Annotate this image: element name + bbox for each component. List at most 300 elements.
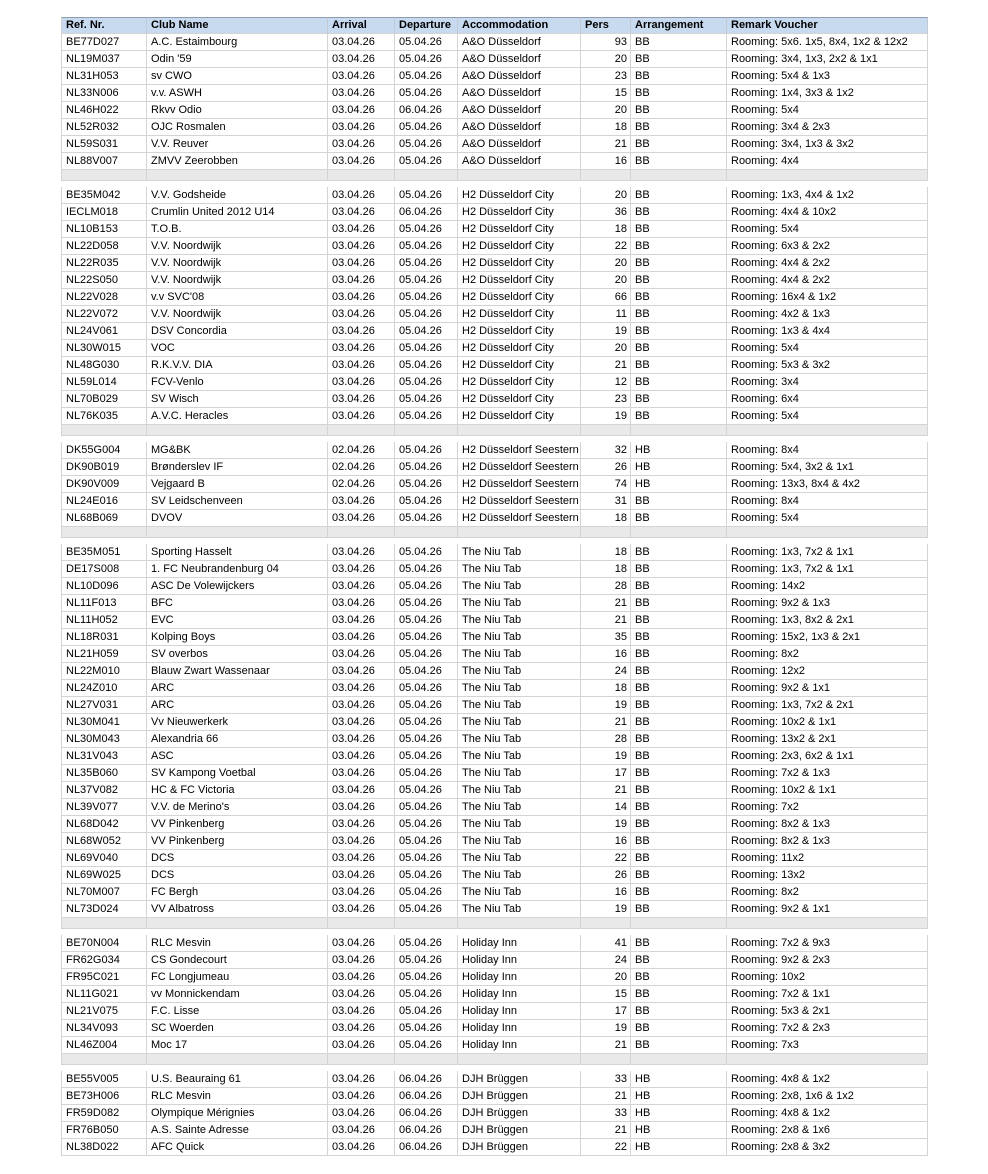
cell-arrangement: BB [631, 1003, 727, 1020]
cell-arrival: 03.04.26 [328, 1105, 395, 1122]
cell-arrival: 03.04.26 [328, 1088, 395, 1105]
cell-ref: NL68B069 [61, 510, 147, 527]
cell-accommodation: The Niu Tab [458, 884, 581, 901]
cell-departure: 05.04.26 [395, 646, 458, 663]
group-spacer-row [61, 425, 928, 436]
spacer-cell [147, 918, 328, 929]
cell-accommodation: The Niu Tab [458, 612, 581, 629]
table-row [61, 816, 928, 833]
cell-pers: 24 [581, 952, 631, 969]
cell-accommodation: Holiday Inn [458, 935, 581, 952]
cell-remark: Rooming: 2x8 & 3x2 [727, 1139, 928, 1156]
cell-departure: 06.04.26 [395, 1071, 458, 1088]
cell-accommodation: H2 Düsseldorf City [458, 306, 581, 323]
cell-arrival: 03.04.26 [328, 697, 395, 714]
cell-club: HC & FC Victoria [147, 782, 328, 799]
cell-remark: Rooming: 8x2 [727, 646, 928, 663]
cell-arrangement: BB [631, 323, 727, 340]
cell-arrival: 03.04.26 [328, 544, 395, 561]
cell-arrangement: BB [631, 850, 727, 867]
cell-accommodation: Holiday Inn [458, 1003, 581, 1020]
cell-arrangement: BB [631, 867, 727, 884]
cell-remark: Rooming: 2x8 & 1x6 [727, 1122, 928, 1139]
cell-departure: 05.04.26 [395, 901, 458, 918]
cell-arrival: 03.04.26 [328, 969, 395, 986]
table-row [61, 714, 928, 731]
cell-pers: 20 [581, 340, 631, 357]
cell-club: RLC Mesvin [147, 935, 328, 952]
cell-club: CS Gondecourt [147, 952, 328, 969]
cell-departure: 06.04.26 [395, 1088, 458, 1105]
cell-ref: DK55G004 [61, 442, 147, 459]
cell-arrangement: BB [631, 799, 727, 816]
cell-ref: NL22S050 [61, 272, 147, 289]
cell-club: EVC [147, 612, 328, 629]
cell-departure: 05.04.26 [395, 153, 458, 170]
cell-ref: FR59D082 [61, 1105, 147, 1122]
cell-ref: NL30M041 [61, 714, 147, 731]
cell-arrangement: HB [631, 1122, 727, 1139]
cell-ref: NL33N006 [61, 85, 147, 102]
table-row [61, 289, 928, 306]
table-row [61, 765, 928, 782]
cell-remark: Rooming: 5x4 [727, 102, 928, 119]
cell-ref: NL21H059 [61, 646, 147, 663]
table-row [61, 952, 928, 969]
table-row [61, 153, 928, 170]
spacer-cell [395, 918, 458, 929]
cell-ref: NL88V007 [61, 153, 147, 170]
cell-pers: 19 [581, 748, 631, 765]
cell-accommodation: The Niu Tab [458, 663, 581, 680]
table-row [61, 935, 928, 952]
cell-arrival: 03.04.26 [328, 714, 395, 731]
cell-ref: NL11H052 [61, 612, 147, 629]
cell-arrival: 02.04.26 [328, 442, 395, 459]
cell-arrival: 03.04.26 [328, 850, 395, 867]
cell-departure: 06.04.26 [395, 102, 458, 119]
cell-pers: 22 [581, 1139, 631, 1156]
spacer-cell [458, 527, 581, 538]
cell-club: Kolping Boys [147, 629, 328, 646]
cell-accommodation: H2 Düsseldorf City [458, 255, 581, 272]
cell-arrangement: BB [631, 289, 727, 306]
cell-pers: 15 [581, 986, 631, 1003]
table-row [61, 578, 928, 595]
cell-departure: 05.04.26 [395, 459, 458, 476]
cell-club: DCS [147, 867, 328, 884]
cell-ref: NL24E016 [61, 493, 147, 510]
cell-remark: Rooming: 12x2 [727, 663, 928, 680]
cell-club: VV Albatross [147, 901, 328, 918]
cell-club: VV Pinkenberg [147, 816, 328, 833]
cell-departure: 05.04.26 [395, 612, 458, 629]
cell-accommodation: H2 Düsseldorf City [458, 391, 581, 408]
cell-arrangement: BB [631, 374, 727, 391]
cell-departure: 05.04.26 [395, 578, 458, 595]
cell-club: BFC [147, 595, 328, 612]
table-row [61, 901, 928, 918]
cell-ref: BE77D027 [61, 34, 147, 51]
cell-accommodation: H2 Düsseldorf City [458, 340, 581, 357]
cell-departure: 05.04.26 [395, 323, 458, 340]
cell-club: A.S. Sainte Adresse [147, 1122, 328, 1139]
cell-arrangement: BB [631, 34, 727, 51]
spacer-cell [61, 918, 147, 929]
cell-remark: Rooming: 1x3, 7x2 & 1x1 [727, 544, 928, 561]
cell-arrangement: BB [631, 629, 727, 646]
cell-accommodation: A&O Düsseldorf [458, 68, 581, 85]
cell-accommodation: The Niu Tab [458, 748, 581, 765]
cell-remark: Rooming: 5x4 [727, 340, 928, 357]
cell-arrangement: BB [631, 136, 727, 153]
table-row [61, 340, 928, 357]
table-row [61, 51, 928, 68]
cell-ref: NL35B060 [61, 765, 147, 782]
cell-ref: DK90B019 [61, 459, 147, 476]
cell-accommodation: Holiday Inn [458, 986, 581, 1003]
cell-pers: 93 [581, 34, 631, 51]
table-row [61, 731, 928, 748]
table-row [61, 595, 928, 612]
cell-ref: BE35M051 [61, 544, 147, 561]
cell-club: SV Kampong Voetbal [147, 765, 328, 782]
cell-departure: 05.04.26 [395, 255, 458, 272]
cell-accommodation: A&O Düsseldorf [458, 85, 581, 102]
cell-arrival: 03.04.26 [328, 374, 395, 391]
cell-remark: Rooming: 5x3 & 2x1 [727, 1003, 928, 1020]
cell-club: Vv Nieuwerkerk [147, 714, 328, 731]
spacer-cell [147, 170, 328, 181]
cell-departure: 05.04.26 [395, 544, 458, 561]
cell-ref: BE73H006 [61, 1088, 147, 1105]
cell-remark: Rooming: 3x4, 1x3 & 3x2 [727, 136, 928, 153]
cell-pers: 18 [581, 221, 631, 238]
cell-remark: Rooming: 14x2 [727, 578, 928, 595]
spacer-cell [581, 527, 631, 538]
cell-accommodation: Holiday Inn [458, 1037, 581, 1054]
cell-ref: NL34V093 [61, 1020, 147, 1037]
cell-accommodation: A&O Düsseldorf [458, 102, 581, 119]
cell-accommodation: The Niu Tab [458, 867, 581, 884]
cell-accommodation: H2 Düsseldorf City [458, 221, 581, 238]
cell-accommodation: H2 Düsseldorf Seestern [458, 510, 581, 527]
cell-pers: 17 [581, 1003, 631, 1020]
cell-club: DSV Concordia [147, 323, 328, 340]
cell-ref: NL30W015 [61, 340, 147, 357]
cell-accommodation: The Niu Tab [458, 561, 581, 578]
cell-accommodation: H2 Düsseldorf City [458, 204, 581, 221]
cell-arrival: 03.04.26 [328, 289, 395, 306]
cell-arrangement: BB [631, 935, 727, 952]
cell-departure: 05.04.26 [395, 442, 458, 459]
cell-remark: Rooming: 9x2 & 2x3 [727, 952, 928, 969]
column-header-ref-nr: Ref. Nr. [61, 17, 147, 34]
cell-accommodation: The Niu Tab [458, 714, 581, 731]
cell-club: V.V. Noordwijk [147, 306, 328, 323]
spacer-cell [727, 425, 928, 436]
table-row [61, 357, 928, 374]
cell-departure: 05.04.26 [395, 561, 458, 578]
cell-ref: NL27V031 [61, 697, 147, 714]
cell-ref: NL69W025 [61, 867, 147, 884]
cell-arrival: 03.04.26 [328, 340, 395, 357]
cell-departure: 05.04.26 [395, 68, 458, 85]
cell-arrival: 03.04.26 [328, 85, 395, 102]
cell-departure: 05.04.26 [395, 833, 458, 850]
cell-club: Olympique Mérignies [147, 1105, 328, 1122]
cell-accommodation: A&O Düsseldorf [458, 34, 581, 51]
table-row [61, 204, 928, 221]
table-row [61, 612, 928, 629]
cell-remark: Rooming: 13x2 [727, 867, 928, 884]
cell-pers: 18 [581, 544, 631, 561]
cell-arrival: 03.04.26 [328, 867, 395, 884]
table-row [61, 782, 928, 799]
cell-arrival: 03.04.26 [328, 595, 395, 612]
cell-remark: Rooming: 1x3, 4x4 & 1x2 [727, 187, 928, 204]
cell-arrangement: BB [631, 357, 727, 374]
cell-ref: NL22V028 [61, 289, 147, 306]
cell-club: FC Longjumeau [147, 969, 328, 986]
cell-departure: 05.04.26 [395, 782, 458, 799]
cell-remark: Rooming: 4x4 & 10x2 [727, 204, 928, 221]
cell-club: DVOV [147, 510, 328, 527]
cell-departure: 05.04.26 [395, 340, 458, 357]
cell-pers: 33 [581, 1071, 631, 1088]
spacer-cell [61, 527, 147, 538]
cell-pers: 31 [581, 493, 631, 510]
cell-remark: Rooming: 8x4 [727, 442, 928, 459]
cell-club: ARC [147, 697, 328, 714]
cell-remark: Rooming: 15x2, 1x3 & 2x1 [727, 629, 928, 646]
table-row [61, 221, 928, 238]
cell-arrangement: BB [631, 204, 727, 221]
cell-ref: IECLM018 [61, 204, 147, 221]
cell-arrangement: BB [631, 595, 727, 612]
spacer-cell [727, 1054, 928, 1065]
cell-remark: Rooming: 2x3, 6x2 & 1x1 [727, 748, 928, 765]
cell-arrangement: BB [631, 272, 727, 289]
cell-ref: NL22M010 [61, 663, 147, 680]
cell-remark: Rooming: 13x3, 8x4 & 4x2 [727, 476, 928, 493]
spacer-cell [328, 527, 395, 538]
column-header-accommodation: Accommodation [458, 17, 581, 34]
cell-club: Brønderslev IF [147, 459, 328, 476]
spacer-cell [328, 1054, 395, 1065]
cell-arrangement: BB [631, 221, 727, 238]
cell-departure: 05.04.26 [395, 731, 458, 748]
cell-accommodation: H2 Düsseldorf Seestern [458, 493, 581, 510]
cell-remark: Rooming: 4x8 & 1x2 [727, 1071, 928, 1088]
cell-pers: 18 [581, 680, 631, 697]
cell-arrival: 03.04.26 [328, 391, 395, 408]
cell-departure: 05.04.26 [395, 867, 458, 884]
cell-pers: 28 [581, 578, 631, 595]
spacer-cell [631, 918, 727, 929]
cell-accommodation: H2 Düsseldorf City [458, 374, 581, 391]
cell-arrival: 03.04.26 [328, 1020, 395, 1037]
spacer-cell [61, 425, 147, 436]
table-row [61, 136, 928, 153]
cell-accommodation: A&O Düsseldorf [458, 119, 581, 136]
cell-arrival: 03.04.26 [328, 153, 395, 170]
cell-arrangement: HB [631, 1105, 727, 1122]
cell-arrangement: BB [631, 85, 727, 102]
table-body [61, 34, 928, 1156]
table-row [61, 646, 928, 663]
cell-departure: 05.04.26 [395, 952, 458, 969]
cell-arrival: 03.04.26 [328, 646, 395, 663]
table-row [61, 1105, 928, 1122]
table-row [61, 680, 928, 697]
table-row [61, 85, 928, 102]
cell-ref: BE35M042 [61, 187, 147, 204]
cell-arrangement: BB [631, 51, 727, 68]
table-row [61, 986, 928, 1003]
cell-accommodation: H2 Düsseldorf City [458, 357, 581, 374]
spacer-cell [395, 170, 458, 181]
cell-departure: 05.04.26 [395, 1020, 458, 1037]
cell-pers: 24 [581, 663, 631, 680]
cell-remark: Rooming: 5x4 [727, 408, 928, 425]
cell-departure: 05.04.26 [395, 765, 458, 782]
cell-pers: 19 [581, 901, 631, 918]
cell-arrival: 03.04.26 [328, 187, 395, 204]
cell-pers: 21 [581, 136, 631, 153]
group-spacer-row [61, 918, 928, 929]
cell-arrival: 03.04.26 [328, 306, 395, 323]
table-row [61, 1122, 928, 1139]
cell-remark: Rooming: 7x2 & 2x3 [727, 1020, 928, 1037]
cell-accommodation: The Niu Tab [458, 901, 581, 918]
cell-pers: 35 [581, 629, 631, 646]
cell-club: sv CWO [147, 68, 328, 85]
cell-ref: DE17S008 [61, 561, 147, 578]
cell-pers: 21 [581, 1037, 631, 1054]
cell-arrival: 03.04.26 [328, 1003, 395, 1020]
table-row [61, 187, 928, 204]
spacer-cell [328, 918, 395, 929]
cell-accommodation: H2 Düsseldorf City [458, 408, 581, 425]
table-row [61, 867, 928, 884]
group-spacer-row [61, 170, 928, 181]
group-spacer-row [61, 527, 928, 538]
cell-pers: 21 [581, 595, 631, 612]
cell-remark: Rooming: 4x4 [727, 153, 928, 170]
cell-club: ZMVV Zeerobben [147, 153, 328, 170]
cell-arrangement: BB [631, 663, 727, 680]
table-row [61, 1088, 928, 1105]
cell-arrangement: BB [631, 697, 727, 714]
spacer-cell [395, 527, 458, 538]
cell-accommodation: Holiday Inn [458, 1020, 581, 1037]
cell-arrangement: BB [631, 612, 727, 629]
cell-arrangement: BB [631, 119, 727, 136]
table-header-row [61, 17, 928, 34]
cell-club: SV overbos [147, 646, 328, 663]
cell-club: OJC Rosmalen [147, 119, 328, 136]
cell-pers: 66 [581, 289, 631, 306]
cell-arrangement: BB [631, 153, 727, 170]
table-row [61, 1020, 928, 1037]
cell-pers: 21 [581, 1122, 631, 1139]
table-row [61, 1003, 928, 1020]
cell-arrival: 03.04.26 [328, 782, 395, 799]
cell-ref: NL73D024 [61, 901, 147, 918]
cell-remark: Rooming: 13x2 & 2x1 [727, 731, 928, 748]
cell-pers: 21 [581, 714, 631, 731]
cell-pers: 20 [581, 272, 631, 289]
table-row [61, 748, 928, 765]
cell-arrival: 03.04.26 [328, 238, 395, 255]
cell-arrangement: BB [631, 493, 727, 510]
cell-pers: 26 [581, 459, 631, 476]
cell-arrangement: BB [631, 544, 727, 561]
cell-club: A.V.C. Heracles [147, 408, 328, 425]
cell-arrangement: BB [631, 255, 727, 272]
table-row [61, 442, 928, 459]
cell-pers: 19 [581, 323, 631, 340]
spacer-cell [631, 170, 727, 181]
cell-arrival: 03.04.26 [328, 272, 395, 289]
cell-departure: 06.04.26 [395, 1122, 458, 1139]
cell-arrival: 02.04.26 [328, 459, 395, 476]
cell-pers: 21 [581, 357, 631, 374]
cell-arrangement: BB [631, 714, 727, 731]
spacer-cell [727, 170, 928, 181]
cell-pers: 36 [581, 204, 631, 221]
spacer-cell [395, 425, 458, 436]
cell-pers: 19 [581, 408, 631, 425]
cell-departure: 06.04.26 [395, 204, 458, 221]
cell-pers: 22 [581, 238, 631, 255]
cell-pers: 18 [581, 510, 631, 527]
cell-remark: Rooming: 10x2 [727, 969, 928, 986]
cell-remark: Rooming: 1x3, 8x2 & 2x1 [727, 612, 928, 629]
cell-pers: 16 [581, 833, 631, 850]
cell-pers: 19 [581, 697, 631, 714]
cell-pers: 16 [581, 646, 631, 663]
cell-ref: NL59S031 [61, 136, 147, 153]
cell-ref: NL70B029 [61, 391, 147, 408]
table-row [61, 969, 928, 986]
cell-pers: 32 [581, 442, 631, 459]
cell-arrangement: BB [631, 901, 727, 918]
cell-remark: Rooming: 1x4, 3x3 & 1x2 [727, 85, 928, 102]
cell-ref: NL21V075 [61, 1003, 147, 1020]
spacer-cell [727, 918, 928, 929]
cell-ref: NL24V061 [61, 323, 147, 340]
cell-club: Vejgaard B [147, 476, 328, 493]
cell-arrangement: BB [631, 1037, 727, 1054]
cell-departure: 05.04.26 [395, 408, 458, 425]
cell-arrangement: BB [631, 1020, 727, 1037]
cell-arrival: 03.04.26 [328, 204, 395, 221]
cell-arrangement: BB [631, 833, 727, 850]
cell-arrival: 03.04.26 [328, 765, 395, 782]
cell-pers: 21 [581, 1088, 631, 1105]
cell-departure: 05.04.26 [395, 119, 458, 136]
table-row [61, 1071, 928, 1088]
cell-remark: Rooming: 1x3 & 4x4 [727, 323, 928, 340]
spacer-cell [328, 170, 395, 181]
cell-accommodation: DJH Brüggen [458, 1088, 581, 1105]
cell-accommodation: DJH Brüggen [458, 1105, 581, 1122]
cell-pers: 23 [581, 68, 631, 85]
cell-departure: 05.04.26 [395, 748, 458, 765]
cell-arrangement: BB [631, 68, 727, 85]
